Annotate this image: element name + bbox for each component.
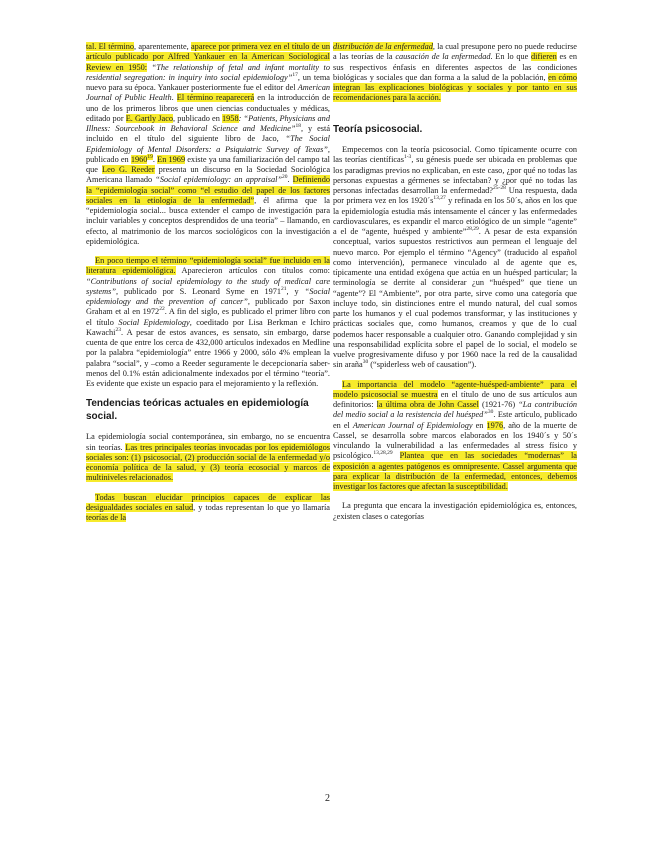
highlighted-text: difieren <box>531 52 557 62</box>
citation-ref: 28,29 <box>466 226 479 233</box>
text-run: “The Social Epidemiology of Mental Disorders: a Psiquiatric Survey of Texas” <box>86 134 330 154</box>
text-run: presenta un discurso en la Sociedad Sociológica Americana llamado <box>86 165 331 185</box>
right-column <box>333 42 577 522</box>
text-run: . <box>287 175 293 185</box>
highlighted-text: En poco tiempo el término “epidemiología social” fue incluido en la literatura epidemiológica. <box>86 256 330 276</box>
text-run: . A pesar de esta expansión conceptual, varios supuestos restrictivos aun permean el lenguaje del nuevo marco. Por ejemplo el término “Agency” (traducido al español como intervención), permanece vinculado al de agente que es, típicamente una entidad exógena que actúa en un huésped particular; la terminología se derrite al considerar ¿un “huésped” que tiene un “agente”? El “Ambiente”, por otra parte, sirve como una categoría que incluye todo, sin distinciones entre el mundo natural, del cual somos parte los humanos y el cual podemos transformar, y las instituciones y prácticas sociales que, como humanos, creamos y que de lo cual podemos hacer responsable a cualquier otro. Ganando complejidad y sin una responsabilidad explícita sobre el papel de lo social, el modelo se vuelve progresivamente difuso y por 1960 nace la red de la causalidad sin araña <box>333 227 577 370</box>
highlighted-text: Plantea que en las sociedades “modernas” la exposición a agentes patógenos es omnipresente. Cassel argumenta que para explicar la distribución de la enfermedad, entonces, debemos investigar los factores que afectan la susceptibilidad. <box>333 451 577 491</box>
text-run: American Journal of Epidemiology <box>352 420 473 430</box>
text-run: , y está incluido en el título del siguiente libro de Jaco, <box>86 124 330 144</box>
citation-ref: 13,27 <box>433 195 446 202</box>
text-run: . A pesar de estos avances, es sensato, sin embargo, darse cuenta de que entre los cerca de 432,000 artículos indexados en Medline por la palabra “epidemiología” entre 1966 y 2000, sólo 4% emplean la palabra “social”, y –como a Reeder seguramente le decepcionaría saber- menos del 0.1% están adicionalmente indexados por el término “teoría”. Es evidente que existe un espacio para el mejoramiento y la reflexión. <box>86 327 330 388</box>
citation-ref: 17 <box>292 71 298 78</box>
text-run: : “Patients, Physicians and Illness: Sourcebook in Behavioral Science and Medicine” <box>86 113 330 133</box>
text-run: en <box>472 420 487 430</box>
text-run: es en sus respectivos énfasis en diferentes aspectos de las condiciones biológicas y sociales que dan forma a la salud de la población, <box>333 52 577 82</box>
highlighted-text: teorías de la <box>86 513 127 522</box>
text-run: , coeditado por Lisa Berkman e Ichiro Kawachi <box>86 317 330 337</box>
text-run: existe ya una familiarización del campo tal que <box>86 154 330 174</box>
text-run: . <box>171 93 177 103</box>
text-run: (1921-76) <box>478 400 519 409</box>
text-run: Una respuesta, dada por primera vez en los 1920´s <box>333 186 578 206</box>
citation-ref: 13,28,29 <box>373 450 393 457</box>
highlighted-text: distribución de la enfermedad <box>333 42 433 51</box>
text-run: , él afirma que la “epidemiología social... busca extender el campo de investigación para incluir variables y conceptos desprendidos de una teoría” – llamando, en efecto, al matrimonio de los marcos sociológicos con la investigación epidemiológica. <box>86 195 330 246</box>
text-run: “Social epidemiology: an appraisal” <box>155 175 283 185</box>
citation-ref: 22 <box>159 306 165 313</box>
right-paragraph-3 <box>333 380 577 493</box>
text-run: “Social epidemiology and the prevention of cancer” <box>86 286 331 306</box>
section-heading-psicosocial: Teoría psicosocial. <box>333 123 423 135</box>
left-paragraph-1 <box>86 42 330 247</box>
text-run: , y <box>286 286 305 296</box>
text-run: Empecemos con la teoría psicosocial. Como típicamente ocurre con las teorías científicas <box>333 145 577 165</box>
citation-ref: 19 <box>147 153 153 160</box>
page-number: 2 <box>325 793 330 804</box>
highlighted-text: 1976 <box>486 420 504 430</box>
text-run: “The relationship of fetal and infant mortality to residential segregation: in inquiry into social epidemiology” <box>86 62 330 82</box>
left-paragraph-4 <box>86 493 330 524</box>
text-run: , publicado por Saxon Graham et al en 1972 <box>86 297 330 317</box>
highlighted-text: tal. El término <box>86 42 135 51</box>
text-run: “Contributions of social epidemiology to the study of medical care systems” <box>86 276 330 296</box>
text-run: (“spiderless web of causation”). <box>368 360 477 370</box>
citation-ref: 1-3 <box>403 154 412 161</box>
citation-ref: 20 <box>282 174 288 181</box>
highlighted-text: Leo G. Reeder <box>102 165 155 174</box>
highlighted-text: La importancia del modelo “agente-huésped-ambiente” para el modelo psicosocial se muestra <box>333 379 577 399</box>
section-heading-tendencias: Tendencias teóricas actuales en epidemiología social. <box>86 398 309 422</box>
text-run: , publicado en <box>86 144 330 164</box>
text-run: . Este artículo, publicado en el <box>333 410 577 430</box>
highlighted-text: E. Gartly Jaco <box>125 113 174 123</box>
text-run: . A fin del siglo, es publicado el primer libro con el título <box>86 307 330 327</box>
text-run: , publicado por S. Leonard Syme en 1971 <box>115 286 282 296</box>
text-run: causación de la enfermedad <box>395 52 491 62</box>
highlighted-text: la última obra de John Cassel <box>376 400 479 409</box>
citation-ref: 18 <box>295 123 301 130</box>
left-paragraph-3 <box>86 432 330 483</box>
text-run: Social Epidemiology <box>118 317 190 327</box>
text-run: American Journal of Public Health <box>86 83 330 103</box>
text-run: en el título de uno de sus artículos aun definitorios: <box>333 389 577 409</box>
citation-ref: 21 <box>281 285 287 292</box>
right-paragraph-2 <box>333 145 577 371</box>
text-run: La pregunta que encara la investigación epidemiológica es, entonces, ¿existen clases o categorías <box>333 501 577 521</box>
text-run: , y todas representan lo que yo llamaría <box>193 502 330 512</box>
highlighted-text: 1960 <box>130 154 148 164</box>
highlighted-text: En 1969 <box>157 154 186 164</box>
text-run: , un tema nuevo para su época. Yankauer posteriormente fue el editor del <box>86 72 330 92</box>
text-run: , su génesis puede ser ubicada en problemas que los paradigmas previos no explicaban, en este caso, ¿por qué no todas las personas expuestas a gérmenes se infectaban? y ¿por qué no todas las personas infectadas desarrollan la enfermedad? <box>333 155 577 195</box>
left-column <box>86 42 330 523</box>
right-paragraph-4 <box>333 501 577 522</box>
text-run: , publicado en <box>173 113 222 123</box>
citation-ref: 30 <box>362 359 369 366</box>
text-run <box>393 451 400 460</box>
left-paragraph-2 <box>86 256 330 389</box>
citation-ref: 30 <box>487 409 494 416</box>
text-run: y refinada en los 50´s, años en los que la epidemiología estudia más intensamente el cáncer y las enfermedades cardiovasculares, es expandir el marco etiológico de un simple “agente” a el de “agente, huésped y ambiente” <box>333 196 577 236</box>
highlighted-text: Las tres principales teorías invocadas por los epidemiólogos sociales son: (1) psicosocial, (2) producción social de la enfermedad y/o economía política de la salud, y (3) teoría ecosocial y marcos de multiniveles relacionados. <box>86 442 330 483</box>
citation-ref: 25-28 <box>493 185 506 192</box>
highlighted-text: Todas buscan elucidar principios capaces de explicar las desigualdades sociales en salud <box>86 492 330 512</box>
highlighted-text: Definiendo la “epidemiología social” como “el estudio del papel de los factores sociales en la etiología de la enfermedad” <box>86 175 330 205</box>
text-run: Aparecieron artículos con títulos como: <box>175 266 330 276</box>
citation-ref: 23 <box>115 326 121 333</box>
text-run: , la cual presupone pero no puede reducirse a las teorías de la <box>333 42 577 62</box>
highlighted-text: El término reaparecerá <box>176 93 255 103</box>
text-run: en la introducción de uno de los primeros libros que unen ciencias conductuales y médicas, editado por <box>86 93 330 123</box>
text-run: La epidemiología social contemporánea, sin embargo, no se encuentra sin teorías. <box>86 432 330 452</box>
highlighted-text: en cómo integran las explicaciones biológicas y sociales y por tanto en sus recomendaciones para la acción. <box>333 72 577 103</box>
highlighted-text: 1958 <box>222 113 239 123</box>
text-run: , año de la muerte de Cassel, se desarrolla sobre marcos elaborados en los 1940´s y 50´s vinculando la vulnerabilidad a las enfermedades al stress físico y psicológico. <box>333 420 577 461</box>
text-run: , aparentemente, <box>134 42 191 51</box>
text-run: . En lo que <box>490 52 532 62</box>
text-run: . <box>152 154 158 164</box>
text-run: “La contribución del medio social a la resistencia del huésped” <box>333 400 578 420</box>
right-paragraph-1 <box>333 42 577 104</box>
highlighted-text: aparece por primera vez en el título de un artículo publicado por Alfred Yankauer en la American Sociological Review en 1950: <box>86 42 330 72</box>
